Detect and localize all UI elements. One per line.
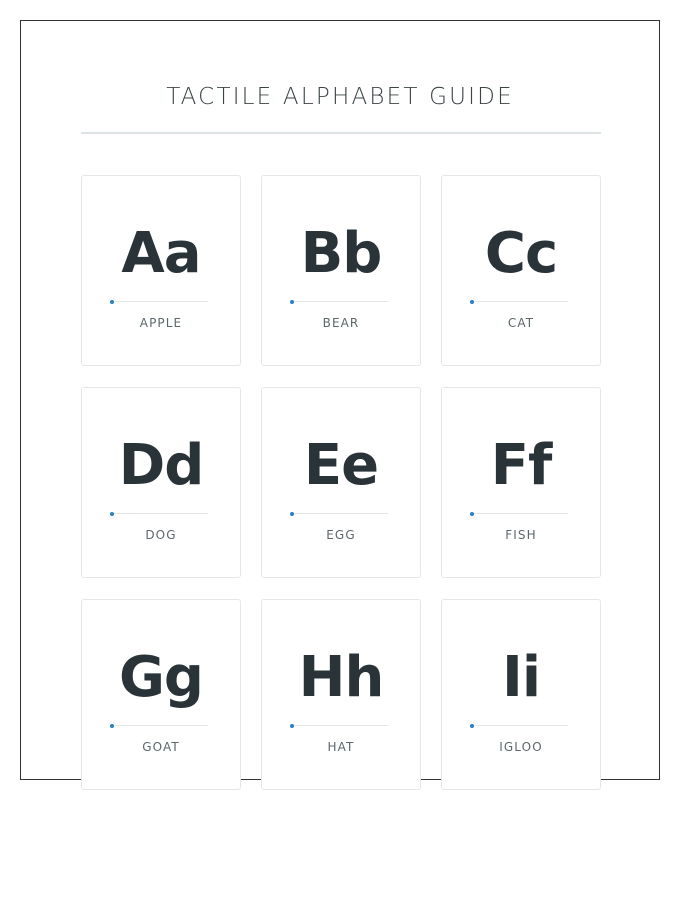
letter-card-e[interactable] (261, 387, 421, 578)
page-title: TACTILE ALPHABET GUIDE (166, 84, 514, 110)
letter-card-i[interactable] (441, 599, 601, 790)
progress-track (111, 513, 208, 514)
progress-track (471, 513, 568, 514)
card-letters: Gg (118, 645, 204, 710)
card-word: GOAT (142, 740, 180, 754)
card-word: DOG (145, 528, 177, 542)
card-letters: Ii (501, 645, 541, 710)
progress-dot (110, 724, 114, 728)
card-word: BEAR (322, 316, 360, 330)
progress-track (111, 301, 208, 302)
card-word: FISH (505, 528, 537, 542)
alphabet-grid (81, 175, 601, 790)
progress-dot (470, 512, 474, 516)
card-word: EGG (326, 528, 356, 542)
card-letters: Dd (118, 433, 204, 498)
card-letters: Ff (490, 433, 552, 498)
progress-track (471, 301, 568, 302)
progress-dot (470, 724, 474, 728)
card-letters: Ee (303, 433, 379, 498)
card-word: APPLE (139, 316, 183, 330)
title-divider (81, 132, 601, 134)
letter-card-a[interactable] (81, 175, 241, 366)
progress-dot (290, 300, 294, 304)
card-letters: Hh (298, 645, 384, 710)
card-letters: Aa (121, 221, 201, 286)
letter-card-b[interactable] (261, 175, 421, 366)
letter-card-d[interactable] (81, 387, 241, 578)
progress-dot (110, 512, 114, 516)
card-word: CAT (507, 316, 535, 330)
letter-card-g[interactable] (81, 599, 241, 790)
progress-track (291, 725, 388, 726)
card-letters: Bb (300, 221, 382, 286)
progress-dot (290, 512, 294, 516)
letter-card-h[interactable] (261, 599, 421, 790)
progress-track (291, 513, 388, 514)
letter-card-f[interactable] (441, 387, 601, 578)
progress-track (111, 725, 208, 726)
progress-dot (110, 300, 114, 304)
progress-dot (470, 300, 474, 304)
progress-track (291, 301, 388, 302)
card-word: IGLOO (499, 740, 543, 754)
letter-card-c[interactable] (441, 175, 601, 366)
progress-track (471, 725, 568, 726)
card-word: HAT (327, 740, 355, 754)
card-letters: Cc (484, 221, 558, 286)
progress-dot (290, 724, 294, 728)
